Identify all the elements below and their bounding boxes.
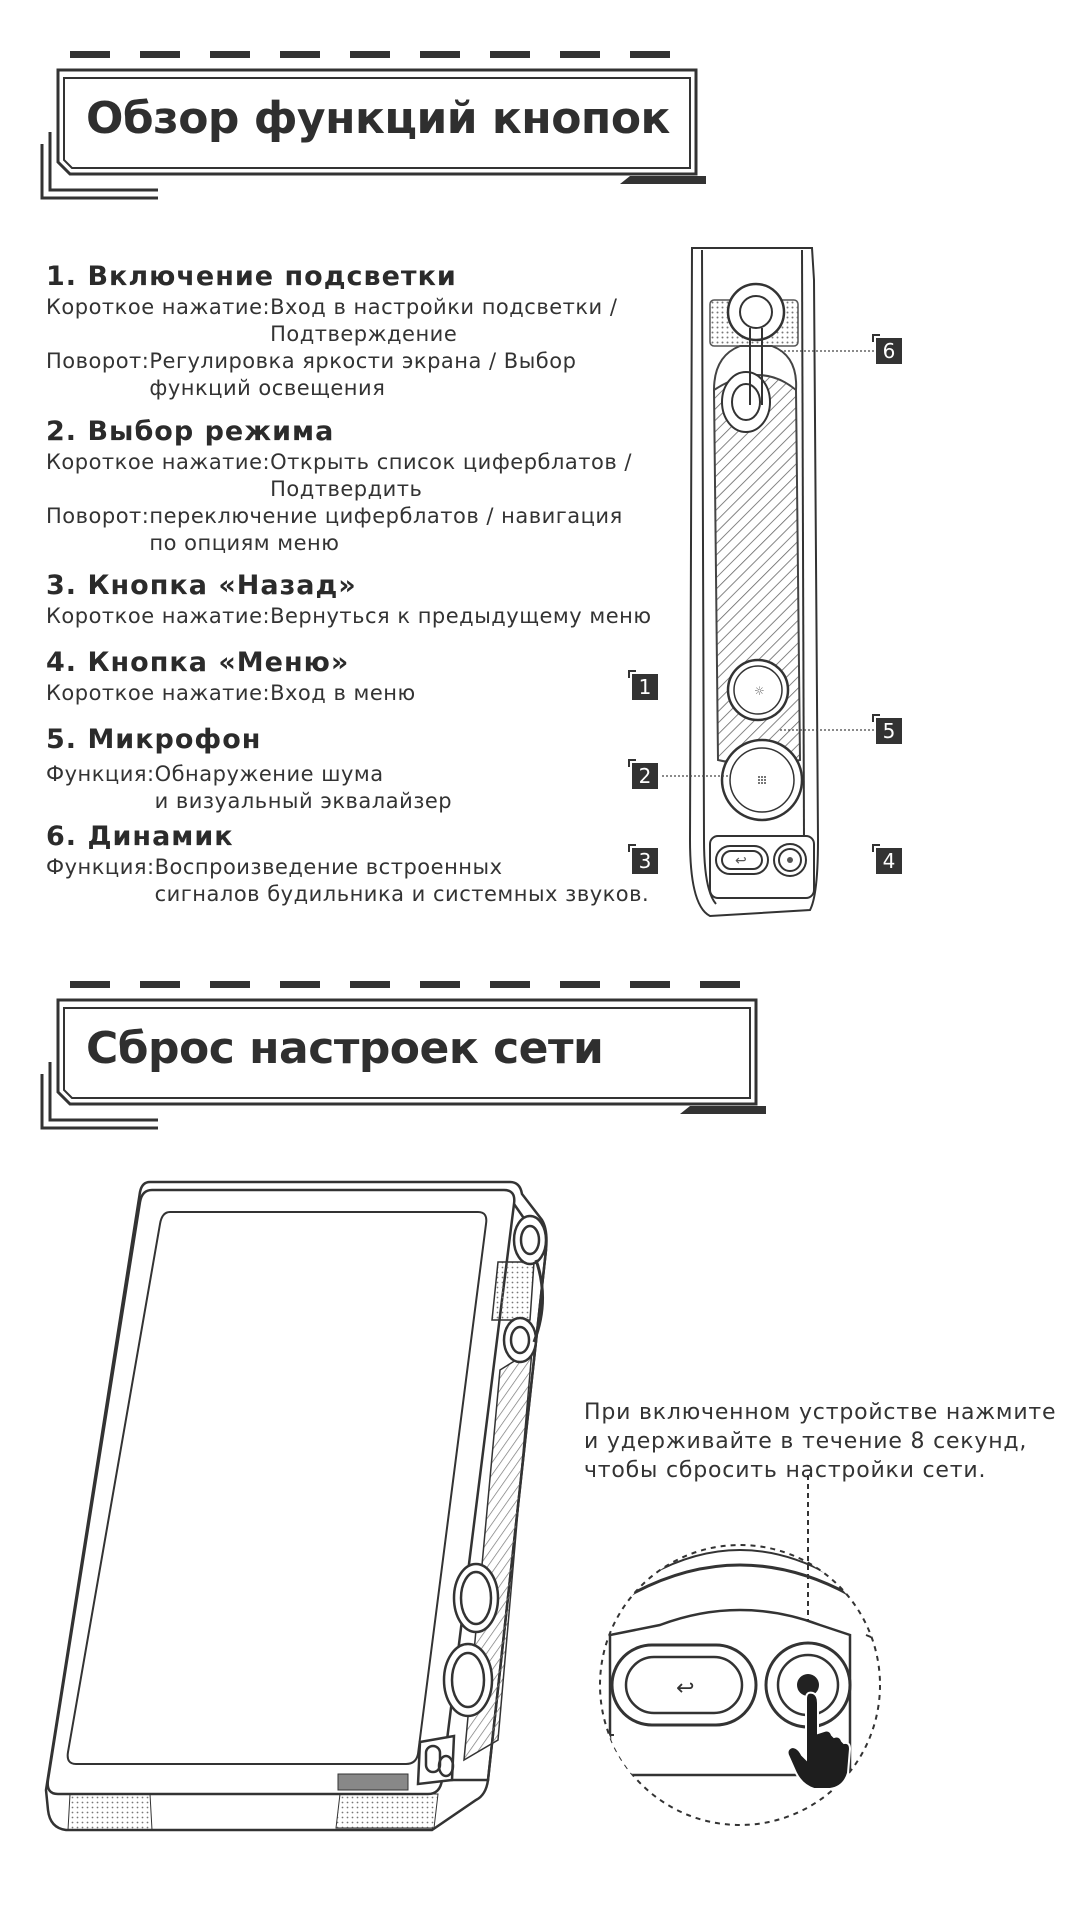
feature-text: Вход в настройки подсветки / bbox=[270, 295, 618, 319]
feature-text: Регулировка яркости экрана / Выбор bbox=[149, 349, 577, 373]
feature-heading: 5. Микрофон bbox=[46, 724, 262, 755]
svg-text:☼: ☼ bbox=[754, 684, 765, 698]
feature-label: Поворот: bbox=[46, 504, 150, 528]
callout-5: 5 bbox=[876, 718, 902, 744]
reset-instruction-line: При включенном устройстве нажмите bbox=[584, 1400, 1057, 1425]
reset-button-zoom-detail bbox=[590, 1475, 890, 1835]
feature-label: Функция: bbox=[46, 855, 155, 879]
feature-text: по опциям меню bbox=[149, 531, 340, 555]
feature-label: Поворот: bbox=[46, 349, 150, 373]
feature-heading: 4. Кнопка «Меню» bbox=[46, 647, 350, 678]
callout-4: 4 bbox=[876, 848, 902, 874]
feature-heading: 6. Динамик bbox=[46, 821, 234, 852]
feature-4 bbox=[46, 646, 686, 707]
callout-3: 3 bbox=[632, 848, 658, 874]
logo-plate bbox=[338, 1774, 408, 1790]
feature-label: Короткое нажатие: bbox=[46, 295, 271, 319]
feature-heading: 1. Включение подсветки bbox=[46, 261, 457, 292]
callout-2: 2 bbox=[632, 763, 658, 789]
feature-text: Вернуться к предыдущему меню bbox=[270, 604, 652, 628]
feature-text: Подтверждение bbox=[270, 322, 458, 346]
feature-text: переключение циферблатов / навигация bbox=[149, 504, 623, 528]
reset-instruction-line: и удерживайте в течение 8 секунд, bbox=[584, 1429, 1028, 1454]
callout-6: 6 bbox=[876, 338, 902, 364]
reset-instructions bbox=[584, 1398, 1064, 1485]
device-perspective-illustration bbox=[40, 1180, 580, 1840]
feature-text: сигналов будильника и системных звуков. bbox=[154, 882, 650, 906]
svg-text:↩: ↩ bbox=[735, 853, 747, 869]
feature-3 bbox=[46, 569, 686, 630]
feature-text: и визуальный эквалайзер bbox=[154, 789, 453, 813]
feature-5 bbox=[46, 723, 686, 815]
device-side-illustration bbox=[680, 240, 840, 930]
callout-1: 1 bbox=[632, 674, 658, 700]
section-title-buttons: Обзор функций кнопок bbox=[86, 93, 670, 144]
feature-text: функций освещения bbox=[149, 376, 386, 400]
feature-label: Короткое нажатие: bbox=[46, 450, 271, 474]
feature-heading: 3. Кнопка «Назад» bbox=[46, 570, 357, 601]
feature-1 bbox=[46, 260, 686, 402]
svg-text:↩: ↩ bbox=[676, 1676, 695, 1701]
feature-text: Вход в меню bbox=[270, 681, 416, 705]
feature-label: Короткое нажатие: bbox=[46, 681, 271, 705]
feature-2 bbox=[46, 415, 686, 557]
feature-text: Воспроизведение встроенных bbox=[154, 855, 503, 879]
feature-label: Короткое нажатие: bbox=[46, 604, 271, 628]
feature-text: Обнаружение шума bbox=[154, 762, 384, 786]
feature-label: Функция: bbox=[46, 762, 155, 786]
reset-instruction-line: чтобы сбросить настройки сети. bbox=[584, 1458, 987, 1483]
feature-heading: 2. Выбор режима bbox=[46, 416, 335, 447]
section-title-reset: Сброс настроек сети bbox=[86, 1023, 604, 1074]
feature-6 bbox=[46, 820, 686, 908]
feature-text: Открыть список циферблатов / bbox=[270, 450, 632, 474]
feature-text: Подтвердить bbox=[270, 477, 423, 501]
